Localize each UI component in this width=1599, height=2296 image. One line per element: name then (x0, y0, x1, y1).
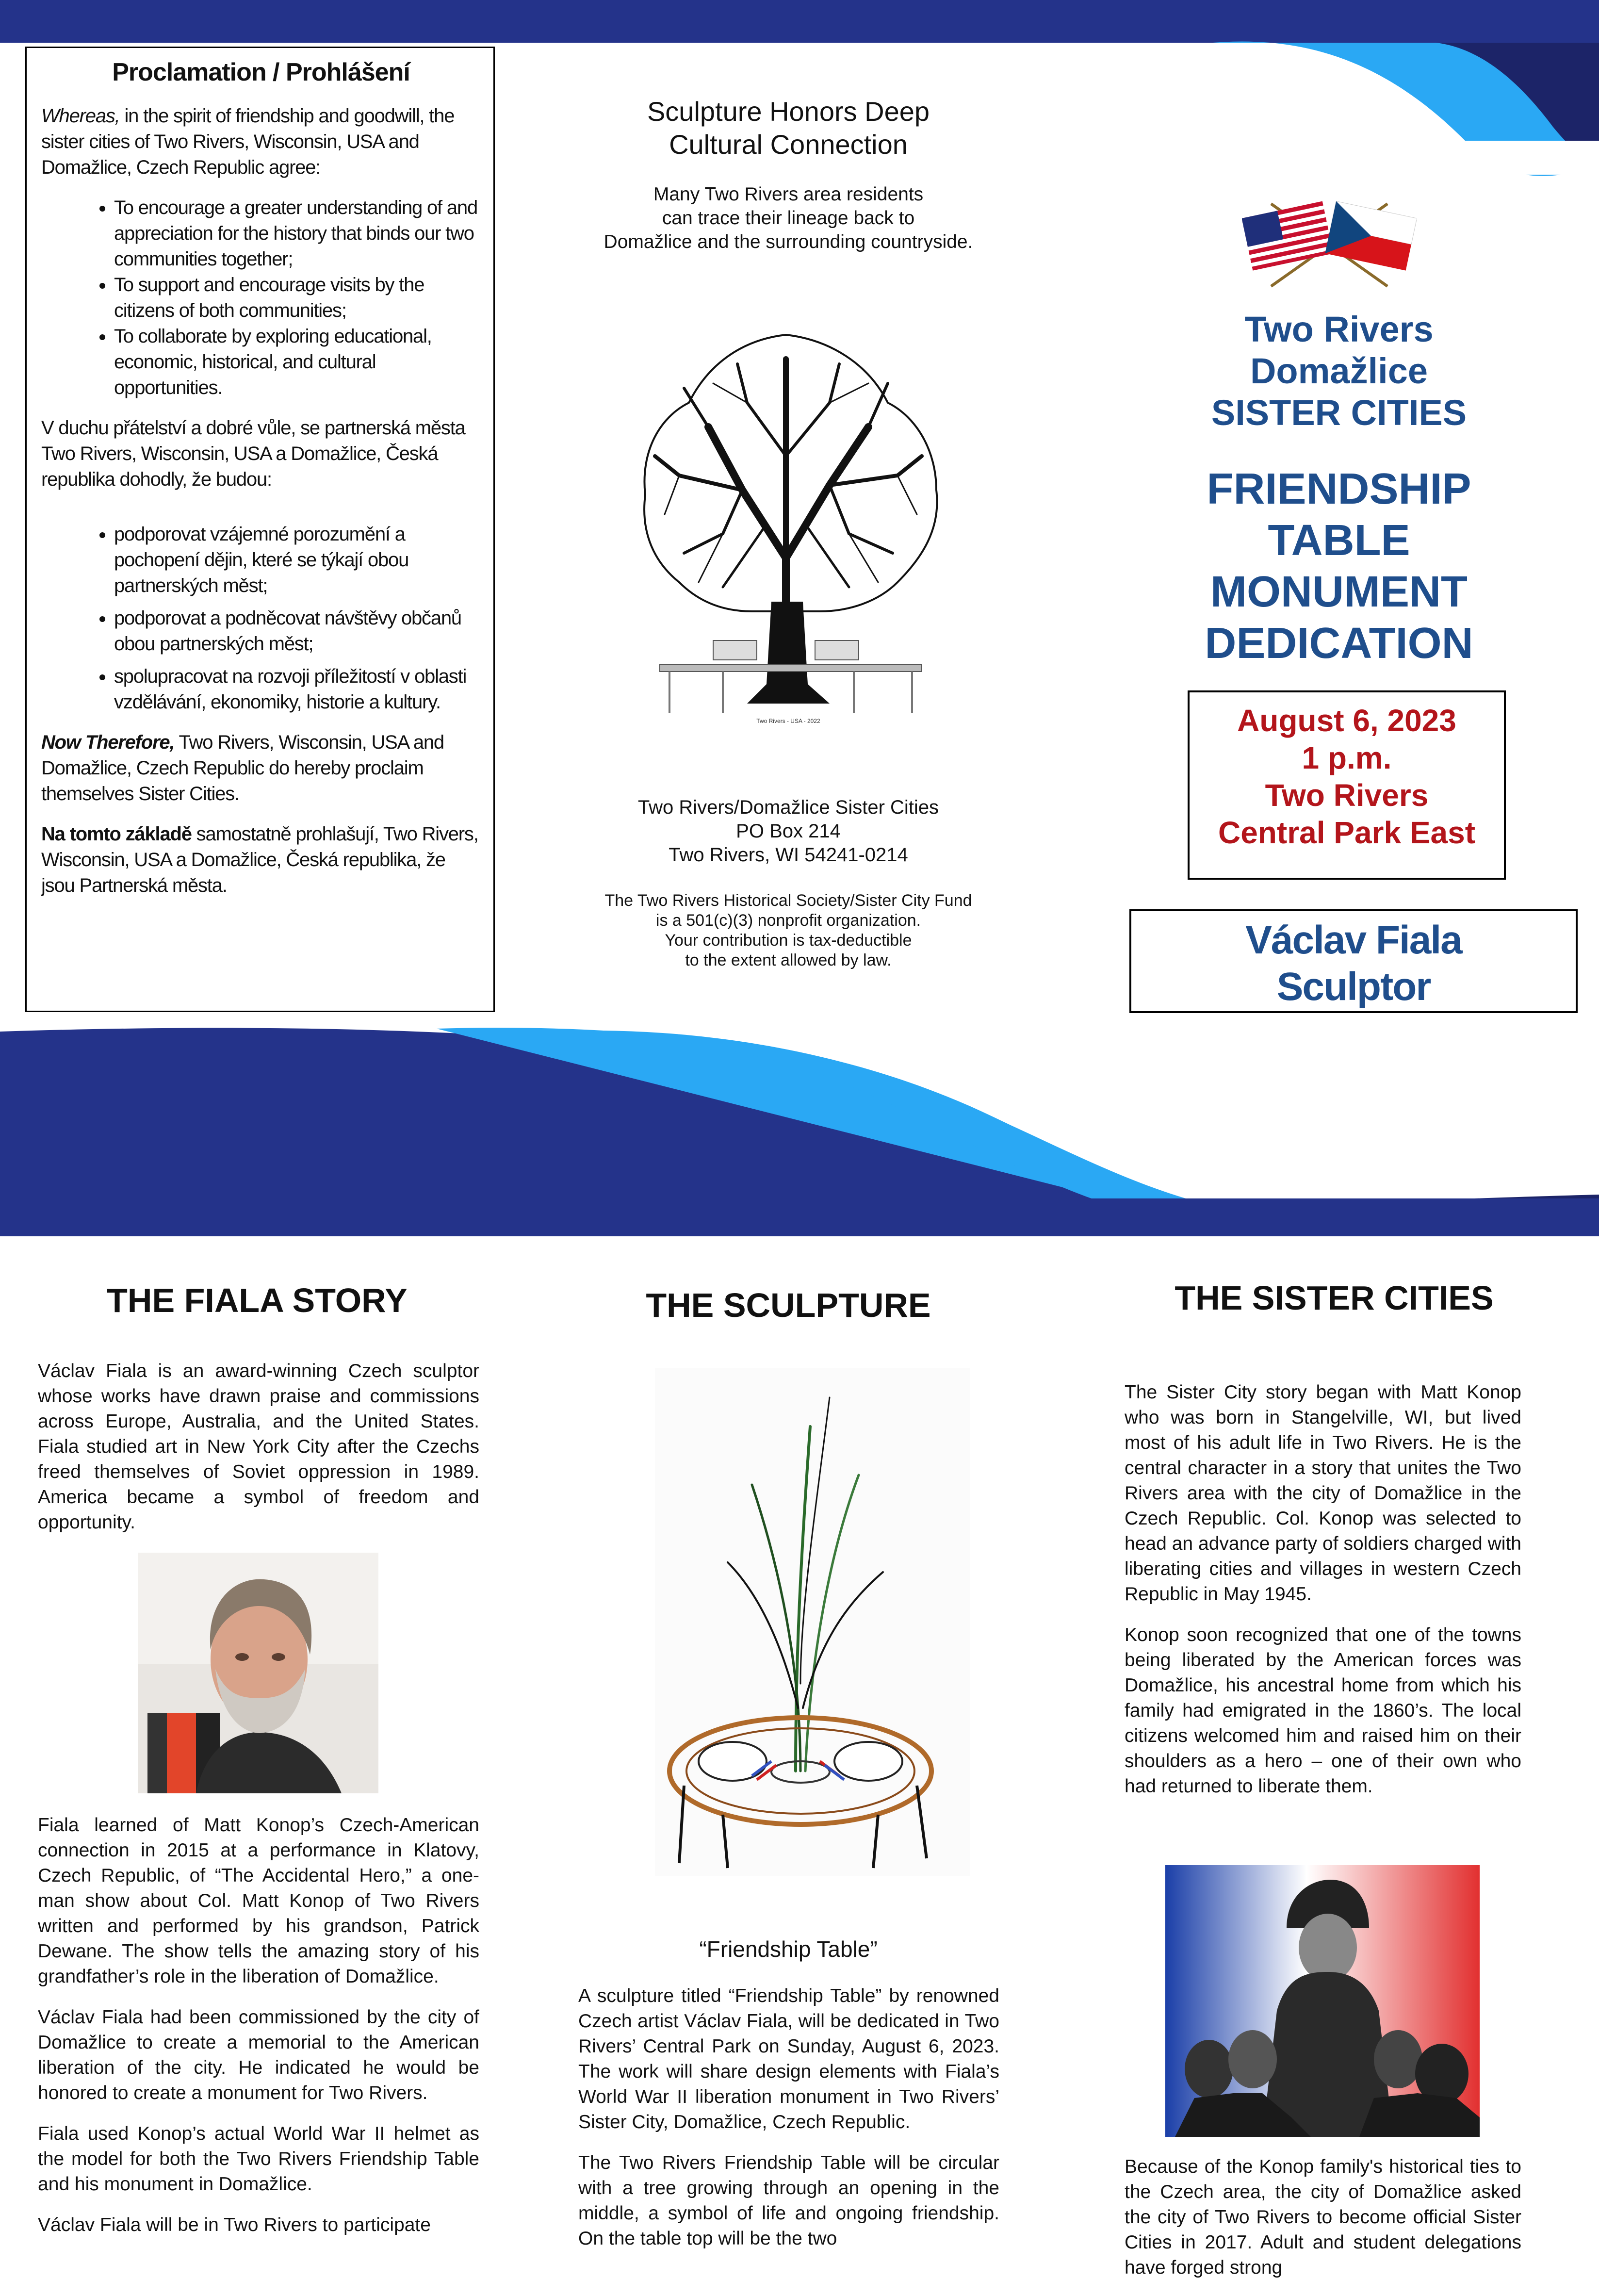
lineage-subtext (563, 182, 1014, 254)
paragraph: Václav Fiala will be in Two Rivers to participate (38, 2214, 431, 2235)
dedication-heading (1155, 463, 1523, 669)
nonprofit-line: to the extent allowed by law. (685, 951, 892, 969)
bullet-en: • To collaborate by exploring educational, economic, historical, and cultural opportunities. (114, 324, 481, 401)
bullet-cz: • podporovat a podněcovat návštěvy občanů obou partnerských měst; (114, 606, 481, 657)
paragraph: Václav Fiala had been commissioned by the city of Domažlice to create a memorial to the American liberation of the city. He indicated he would be honored to create a monument for Two Rivers. (38, 2007, 479, 2103)
liberation-soldier-artwork (1165, 1865, 1480, 2137)
proclamation-title: Proclamation / Prohlášení (112, 58, 410, 86)
sister-cities-body (1125, 1380, 1521, 1815)
crossed-flags-icon (1242, 194, 1417, 291)
paragraph: The Sister City story began with Matt Konop who was born in Stangelville, WI, but lived most of his adult life in Two Rivers. He is the central character in a story that unites the Two Rivers area with the city of Domažlice in the Czech Republic. Col. Konop was selected to head an advance party of soldiers charged with liberating cities and villages in western Czech Republic in May 1945. (1125, 1382, 1521, 1605)
subtext-line: can trace their lineage back to (662, 208, 915, 229)
mid-bottom-band (0, 1198, 1599, 1236)
sculptor-role: Sculptor (1276, 965, 1431, 1009)
fiala-story-title: THE FIALA STORY (107, 1281, 408, 1319)
paragraph: Fiala used Konop’s actual World War II helmet as the model for both the Two Rivers Friendship Table and his monument in Domažlice. (38, 2123, 479, 2195)
friendship-table-sketch (655, 1368, 970, 1876)
top-right-white-tab (1421, 141, 1599, 175)
event-time: 1 p.m. (1302, 740, 1392, 775)
whereas-paragraph (41, 103, 481, 180)
czech-bullets (41, 522, 481, 715)
sculptor-box (1129, 909, 1578, 1013)
fiala-story-body (38, 1813, 479, 2253)
english-bullets (41, 195, 481, 401)
paragraph: Václav Fiala is an award-winning Czech sculptor whose works have drawn praise and commissions across Europe, Australia, and the United States. Fiala studied art in New York City after the Czechs freed themselves of Soviet oppression in 1989. America became a symbol of freedom and opportunity. (38, 1361, 479, 1533)
event-date-box (1188, 690, 1506, 880)
fiala-portrait-photo (138, 1553, 378, 1793)
paragraph: Konop soon recognized that one of the towns being liberated by the American forces was Domažlice, his ancestral home from which his family had emigrated in the 1860’s. The local citizens welcomed him and raised him on their shoulders as a hero – one of their own who had returned to liberate them. (1125, 1624, 1521, 1797)
event-date: August 6, 2023 (1237, 703, 1456, 738)
address-line: Two Rivers/Domažlice Sister Cities (637, 797, 939, 818)
sculpture-caption: “Friendship Table” (699, 1936, 878, 1962)
whereas-lead: Whereas, (41, 105, 120, 127)
headline-line: Cultural Connection (669, 129, 908, 160)
bullet-en: • To support and encourage visits by the citizens of both communities; (114, 272, 481, 324)
nonprofit-line: The Two Rivers Historical Society/Sister City Fund (604, 891, 972, 910)
paragraph: The Two Rivers Friendship Table will be circular with a tree growing through an opening in the middle, a symbol of life and ongoing friendship. On the table top will be the two (578, 2152, 999, 2249)
bullet-cz: • spolupracovat na rozvoji příležitostí v oblasti vzdělávání, ekonomiky, historie a kultury. (114, 664, 481, 715)
nonprofit-line: Your contribution is tax-deductible (665, 931, 912, 950)
address-line: Two Rivers, WI 54241-0214 (669, 844, 908, 866)
whereas-text: in the spirit of friendship and goodwill, the sister cities of Two Rivers, Wisconsin, USA and Domažlice, Czech Republic agree: (41, 105, 455, 178)
proclamation-box (25, 47, 495, 1012)
top-band (0, 0, 1599, 43)
nonprofit-line: is a 501(c)(3) nonprofit organization. (655, 911, 921, 930)
sculptor-name: Václav Fiala (1245, 918, 1462, 962)
nonprofit-notice (563, 891, 1014, 970)
heading-line: MONUMENT (1210, 568, 1468, 616)
subtext-line: Many Two Rivers area residents (653, 184, 924, 205)
mailing-address (563, 796, 1014, 867)
tree-caption: Two Rivers - USA - 2022 (756, 718, 820, 724)
czech-closing-paragraph (41, 821, 481, 899)
address-line: PO Box 214 (736, 820, 841, 842)
us-flag-icon (1242, 201, 1334, 271)
sister-cities-title: THE SISTER CITIES (1175, 1279, 1494, 1317)
sculpture-title: THE SCULPTURE (646, 1286, 931, 1324)
czech-flag-icon (1325, 201, 1417, 271)
sister-cities-closing (1125, 2154, 1521, 2296)
heading-line: FRIENDSHIP (1207, 465, 1471, 513)
czech-closing-lead: Na tomto základě (41, 823, 192, 845)
heading-line: TABLE (1268, 516, 1410, 565)
bullet-en: • To encourage a greater understanding of and appreciation for the history that binds our two communities together; (114, 195, 481, 272)
paragraph: A sculpture titled “Friendship Table” by renowned Czech artist Václav Fiala, will be dedicated in Two Rivers’ Central Park on Sunday, August 6, 2023. The work will share design elements with Fiala’s World War II liberation monument in Two Rivers’ Sister City, Domažlice, Czech Republic. (578, 1985, 999, 2132)
event-location: Central Park East (1218, 815, 1476, 850)
subtext-line: Domažlice and the surrounding countryside. (604, 231, 973, 252)
czech-intro: V duchu přátelství a dobré vůle, se partnerská města Two Rivers, Wisconsin, USA a Domažlice, Česká republika dohodly, že budou: (41, 417, 465, 490)
event-location: Two Rivers (1265, 778, 1429, 813)
heading-line: SISTER CITIES (1211, 393, 1467, 433)
heading-line: Two Rivers (1244, 309, 1434, 349)
heading-line: DEDICATION (1205, 619, 1473, 668)
sister-cities-heading (1155, 309, 1523, 434)
bullet-cz: • podporovat vzájemné porozumění a pochopení dějin, které se týkají obou partnerských měst; (114, 522, 481, 599)
sculpture-body (578, 1984, 999, 2267)
now-therefore-lead: Now Therefore, (41, 732, 175, 753)
tree-monument-illustration (626, 330, 951, 733)
sculpture-headline (563, 95, 1014, 161)
paragraph: Fiala learned of Matt Konop’s Czech-American connection in 2015 at a performance in Klatovy, Czech Republic, of “The Accidental Hero,” a one-man show about Col. Matt Konop of Two Rivers written and performed by his grandson, Patrick Dewane. The show tells the amazing story of his grandfather’s role in the liberation of Domažlice. (38, 1815, 479, 1987)
fiala-intro (38, 1359, 479, 1551)
heading-line: Domažlice (1250, 351, 1428, 391)
paragraph: Because of the Konop family's historical ties to the Czech area, the city of Domažlice asked the city of Two Rivers to become official Sister Cities in 2017. Adult and student delegations have forged strong (1125, 2156, 1521, 2278)
now-therefore-text: Two Rivers, Wisconsin, USA and Domažlice, Czech Republic do hereby proclaim themselves Sister Cities. (41, 732, 444, 804)
now-therefore-paragraph (41, 730, 481, 807)
czech-closing-text: samostatně prohlašují, Two Rivers, Wisconsin, USA a Domažlice, Česká republika, že jsou Partnerská města. (41, 823, 478, 896)
headline-line: Sculpture Honors Deep (647, 96, 930, 127)
